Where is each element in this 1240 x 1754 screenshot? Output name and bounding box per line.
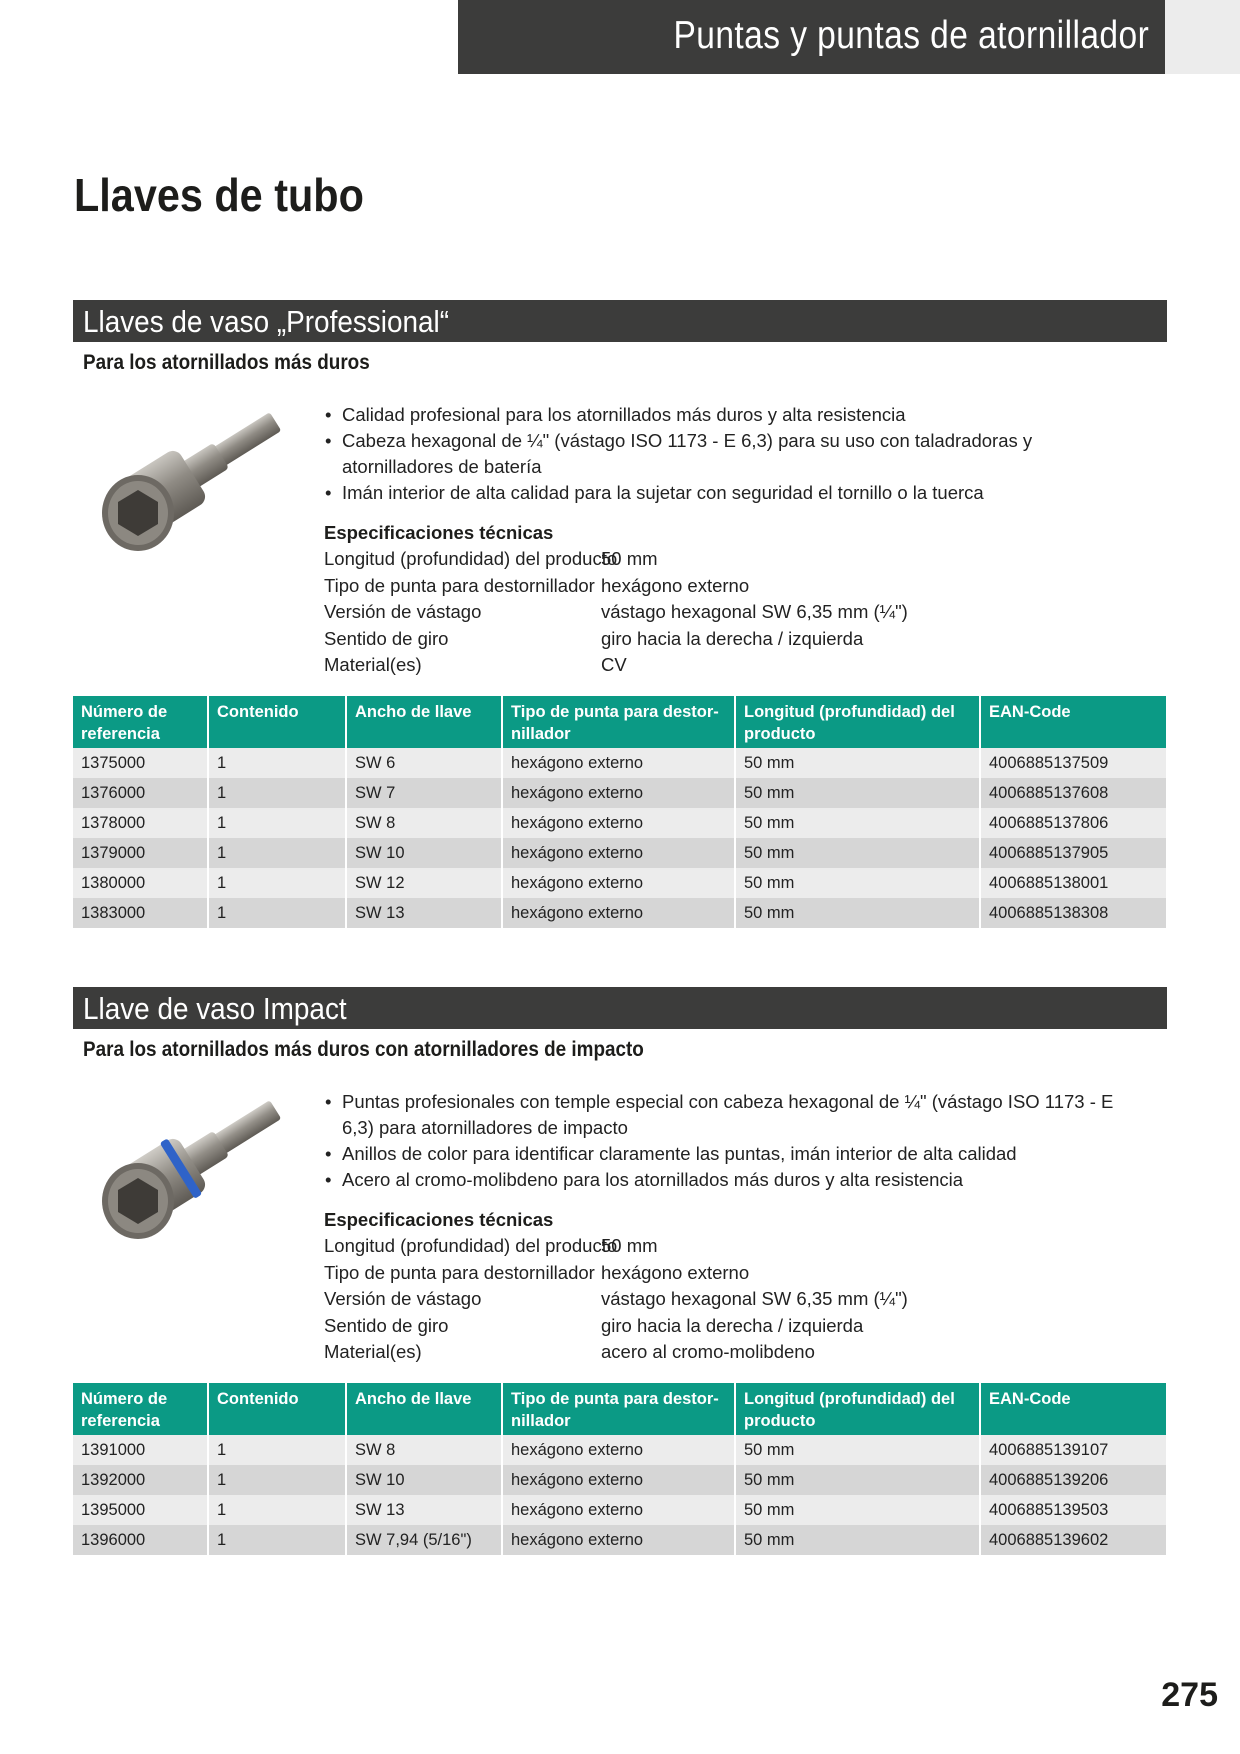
cell-length: 50 mm [735, 838, 980, 868]
cell-wrench-size: SW 10 [346, 1465, 502, 1495]
spec-value: CV [601, 654, 627, 676]
feature-list [324, 1089, 1144, 1193]
cell-length: 50 mm [735, 1495, 980, 1525]
cell-ean: 4006885138308 [980, 898, 1166, 928]
spec-label: Versión de vástago [324, 601, 482, 623]
spec-value: hexágono externo [601, 574, 750, 596]
table-row [73, 838, 1166, 868]
spec-value: giro hacia la derecha / izquierda [601, 627, 864, 649]
column-header: Número de referencia [73, 696, 208, 748]
spec-value: 50 mm [601, 548, 658, 569]
cell-wrench-size: SW 10 [346, 838, 502, 868]
cell-reference: 1392000 [73, 1465, 208, 1495]
spec-row [324, 1233, 1024, 1260]
chapter-header [458, 0, 1165, 74]
cell-wrench-size: SW 13 [346, 898, 502, 928]
spec-label: Sentido de giro [324, 1314, 449, 1336]
cell-contents: 1 [208, 748, 346, 778]
cell-ean: 4006885137905 [980, 838, 1166, 868]
list-item: • Puntas profesionales con temple especial con cabeza hexagonal de ¼" (vástago ISO 1173 - E 6,3) para atornilladores de impacto [324, 1089, 1144, 1141]
table-row [73, 1525, 1166, 1555]
chapter-title: Puntas y puntas de atornillador [673, 14, 1149, 57]
table-row [73, 808, 1166, 838]
spec-row [324, 626, 1024, 653]
list-item: • Cabeza hexagonal de ¼" (vástago ISO 1173 - E 6,3) para su uso con taladradoras y atornilladores de batería [324, 428, 1144, 480]
cell-ean: 4006885137509 [980, 748, 1166, 778]
cell-reference: 1376000 [73, 778, 208, 808]
cell-length: 50 mm [735, 748, 980, 778]
spec-label: Tipo de punta para destornillador [324, 1261, 595, 1283]
table-row [73, 1495, 1166, 1525]
cell-tip-type: hexágono externo [502, 868, 735, 898]
specs-title: Especificaciones técnicas [324, 522, 554, 543]
spec-row [324, 1260, 1024, 1287]
product-table-professional [73, 696, 1166, 928]
cell-wrench-size: SW 7,94 (5/16") [346, 1525, 502, 1555]
spec-row [324, 652, 1024, 679]
cell-wrench-size: SW 13 [346, 1495, 502, 1525]
spec-row [324, 1339, 1024, 1366]
cell-contents: 1 [208, 778, 346, 808]
cell-wrench-size: SW 8 [346, 1435, 502, 1465]
impact-socket-image [70, 1086, 305, 1246]
list-item: • Anillos de color para identificar claramente las puntas, imán interior de alta calidad [324, 1141, 1144, 1167]
spec-value: hexágono externo [601, 1261, 750, 1283]
table-row [73, 778, 1166, 808]
spec-label: Material(es) [324, 1341, 422, 1363]
cell-tip-type: hexágono externo [502, 838, 735, 868]
column-header: Contenido [208, 696, 346, 748]
cell-wrench-size: SW 7 [346, 778, 502, 808]
cell-length: 50 mm [735, 1435, 980, 1465]
spec-label: Tipo de punta para destornillador [324, 574, 595, 596]
section-title: Llave de vaso Impact [83, 991, 347, 1026]
cell-length: 50 mm [735, 778, 980, 808]
page-number: 275 [1161, 1676, 1218, 1714]
cell-wrench-size: SW 6 [346, 748, 502, 778]
spec-value: vástago hexagonal SW 6,35 mm (¼") [601, 601, 908, 623]
list-item: • Calidad profesional para los atornillados más duros y alta resistencia [324, 402, 1144, 428]
cell-tip-type: hexágono externo [502, 748, 735, 778]
cell-wrench-size: SW 12 [346, 868, 502, 898]
cell-reference: 1395000 [73, 1495, 208, 1525]
spec-value: 50 mm [601, 1235, 658, 1256]
spec-value: vástago hexagonal SW 6,35 mm (¼") [601, 1288, 908, 1310]
spec-row [324, 573, 1024, 600]
spec-label: Longitud (profundidad) del producto [324, 548, 618, 569]
cell-wrench-size: SW 8 [346, 808, 502, 838]
cell-contents: 1 [208, 808, 346, 838]
product-table-impact [73, 1383, 1166, 1555]
specs-list [324, 1233, 1024, 1366]
chapter-tab [1165, 0, 1240, 74]
table-row [73, 1465, 1166, 1495]
column-header: Ancho de llave [346, 1383, 502, 1435]
table-row [73, 748, 1166, 778]
cell-tip-type: hexágono externo [502, 1495, 735, 1525]
column-header: Número de referencia [73, 1383, 208, 1435]
cell-length: 50 mm [735, 808, 980, 838]
cell-contents: 1 [208, 1525, 346, 1555]
cell-length: 50 mm [735, 868, 980, 898]
table-row [73, 1435, 1166, 1465]
column-header: Contenido [208, 1383, 346, 1435]
spec-row [324, 599, 1024, 626]
specs-list [324, 546, 1024, 679]
cell-reference: 1383000 [73, 898, 208, 928]
column-header: Ancho de llave [346, 696, 502, 748]
cell-ean: 4006885139107 [980, 1435, 1166, 1465]
cell-reference: 1378000 [73, 808, 208, 838]
cell-contents: 1 [208, 1465, 346, 1495]
cell-contents: 1 [208, 898, 346, 928]
spec-row [324, 546, 1024, 573]
section-subtitle: Para los atornillados más duros con atornilladores de impacto [83, 1038, 644, 1061]
cell-ean: 4006885139602 [980, 1525, 1166, 1555]
column-header: EAN-Code [980, 1383, 1166, 1435]
cell-tip-type: hexágono externo [502, 1435, 735, 1465]
cell-reference: 1391000 [73, 1435, 208, 1465]
cell-contents: 1 [208, 838, 346, 868]
column-header: EAN-Code [980, 696, 1166, 748]
cell-ean: 4006885138001 [980, 868, 1166, 898]
spec-label: Sentido de giro [324, 627, 449, 649]
cell-reference: 1379000 [73, 838, 208, 868]
spec-label: Longitud (profundidad) del producto [324, 1235, 618, 1256]
feature-list [324, 402, 1144, 506]
spec-label: Material(es) [324, 654, 422, 676]
column-header: Tipo de punta para destor-nillador [502, 1383, 735, 1435]
socket-wrench-image [70, 398, 305, 558]
spec-value: giro hacia la derecha / izquierda [601, 1314, 864, 1336]
section-bar-impact [73, 987, 1167, 1029]
section-title: Llaves de vaso „Professional“ [83, 304, 449, 339]
cell-tip-type: hexágono externo [502, 1525, 735, 1555]
list-item: • Imán interior de alta calidad para la sujetar con seguridad el tornillo o la tuerca [324, 480, 1144, 506]
cell-length: 50 mm [735, 898, 980, 928]
spec-row [324, 1313, 1024, 1340]
column-header: Longitud (profundidad) del producto [735, 1383, 980, 1435]
list-item: • Acero al cromo-molibdeno para los atornillados más duros y alta resistencia [324, 1167, 1144, 1193]
spec-label: Versión de vástago [324, 1288, 482, 1310]
cell-reference: 1396000 [73, 1525, 208, 1555]
cell-tip-type: hexágono externo [502, 898, 735, 928]
cell-length: 50 mm [735, 1465, 980, 1495]
cell-ean: 4006885137806 [980, 808, 1166, 838]
cell-contents: 1 [208, 1495, 346, 1525]
cell-ean: 4006885137608 [980, 778, 1166, 808]
spec-value: acero al cromo-molibdeno [601, 1341, 815, 1363]
table-row [73, 898, 1166, 928]
cell-reference: 1380000 [73, 868, 208, 898]
cell-ean: 4006885139503 [980, 1495, 1166, 1525]
column-header: Tipo de punta para destor-nillador [502, 696, 735, 748]
cell-ean: 4006885139206 [980, 1465, 1166, 1495]
cell-tip-type: hexágono externo [502, 1465, 735, 1495]
cell-reference: 1375000 [73, 748, 208, 778]
table-row [73, 868, 1166, 898]
cell-contents: 1 [208, 1435, 346, 1465]
spec-row [324, 1286, 1024, 1313]
cell-tip-type: hexágono externo [502, 808, 735, 838]
cell-contents: 1 [208, 868, 346, 898]
column-header: Longitud (profundidad) del producto [735, 696, 980, 748]
page-title: Llaves de tubo [74, 169, 364, 221]
cell-length: 50 mm [735, 1525, 980, 1555]
section-subtitle: Para los atornillados más duros [83, 351, 370, 374]
cell-tip-type: hexágono externo [502, 778, 735, 808]
specs-title: Especificaciones técnicas [324, 1209, 554, 1230]
section-bar-professional [73, 300, 1167, 342]
